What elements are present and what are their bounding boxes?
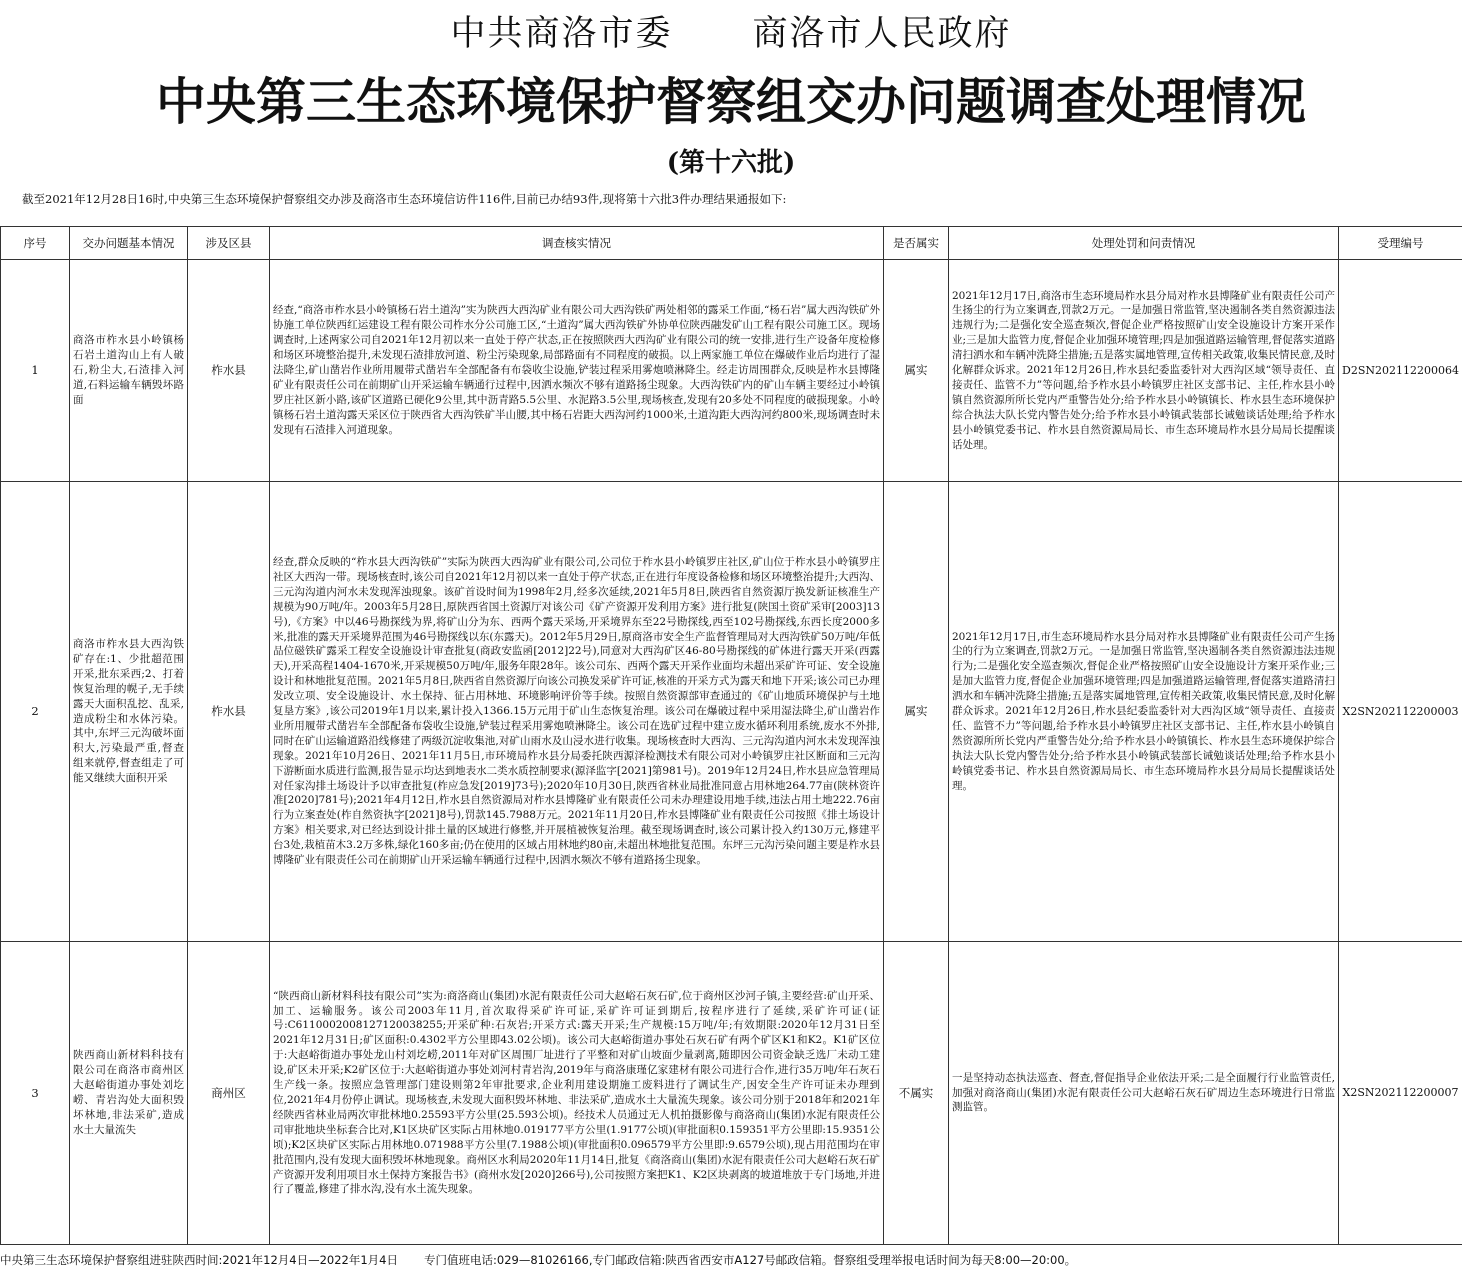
table-row [1, 942, 1462, 1245]
handling-cell: 2021年12月17日,商洛市生态环境局柞水县分局对柞水县博隆矿业有限责任公司产生扬尘的行为立案调查,罚款2万元。一是加强日常监管,坚决遏制各类自然资源违法违规行为;二是强化安全巡查频次,督促企业严格按照矿山安全设施设计方案开采作业;三是加大监管力度,督促企业加强环境管理;四是加强道路运输管理,督促落实道路清扫洒水和车辆冲洗降尘措施;五是落实属地管理,宣传相关政策,收集民情民意,及时化解群众诉求。2021年12月26日,柞水县纪委监委针对大西沟区域“领导责任、直接责任、监管不力”等问题,给予柞水县小岭镇罗庄社区支部书记、主任,柞水县小岭镇自然资源所所长党内严重警告处分;给予柞水县小岭镇镇长、柞水县生态环境保护综合执法大队长党内警告处分;给予柞水县小岭镇武装部长诫勉谈话处理;给予柞水县小岭镇党委书记、柞水县自然资源局局长、市生态环境局柞水县分局局长提醒谈话处理。 [949, 260, 1339, 482]
cases-table [0, 226, 1462, 1245]
handling-cell: 一是坚持动态执法巡查、督查,督促指导企业依法开采;二是全面履行行业监管责任,加强对商洛商山(集团)水泥有限责任公司大赵峪石灰石矿周边生态环境进行日常监测监管。 [949, 942, 1339, 1245]
code-cell: D2SN202112200064 [1339, 260, 1462, 482]
col-header-investigation: 调查核实情况 [270, 227, 884, 260]
row-no: 3 [1, 942, 70, 1245]
col-header-verified: 是否属实 [884, 227, 949, 260]
table-row [1, 482, 1462, 942]
intro-text: 截至2021年12月28日16时,中央第三生态环境保护督察组交办涉及商洛市生态环境信访件116件,目前已办结93件,现将第十六批3件办理结果通报如下: [22, 192, 787, 206]
code-cell: X2SN202112200003 [1339, 482, 1462, 942]
investigation-cell: 经查,群众反映的“柞水县大西沟铁矿”实际为陕西大西沟矿业有限公司,公司位于柞水县小岭镇罗庄社区,矿山位于柞水县小岭镇罗庄社区大西沟一带。现场核查时,该公司自2021年12月初以来一直处于停产状态,正在进行年度设备检修和场区环境整治提升;大西沟、三元沟沟道内河水未发现浑浊现象。该矿首设时间为1998年2月,经多次延续,2021年5月8日,陕西省自然资源厅换发新证核准生产规模为90万吨/年。2003年5月28日,原陕西省国土资源厅对该公司《矿产资源开发利用方案》进行批复(陕国土资矿采审[2003]13号),《方案》中以46号勘探线为界,将矿山分为东、西两个露天采场,开采境界东至22号勘探线,西至102号勘探线,东西长度2000多米,批准的露天开采境界范围为46号勘探线以东(东露天)。2012年5月29日,原商洛市安全生产监督管理局对大西沟铁矿50万吨/年低品位磁铁矿露采工程安全设施设计审查批复(商政安监函[2012]22号),同意对大西沟矿区46-80号勘探线的矿体进行露天开采(西露天),开采高程1404-1670米,开采规模50万吨/年,服务年限28年。该公司东、西两个露天开采作业面均未超出采矿许可证、安全设施设计和林地批复范围。2021年5月8日,陕西省自然资源厅向该公司换发采矿许可证,核准的开采方式为露天和地下开采;该公司已办理发改立项、安全设施设计、水土保持、征占用林地、环境影响评价等手续。按照自然资源部审查通过的《矿山地质环境保护与土地复垦方案》,该公司2019年1月以来,累计投入1366.15万元用于矿山生态恢复治理。该公司在爆破过程中采用湿法降尘,矿山凿岩作业所用履带式凿岩车全部配备布袋收尘设施,铲装过程采用雾炮喷淋降尘。该公司在选矿过程中建立废水循环利用系统,废水不外排,同时在矿山运输道路沿线修建了两级沉淀收集池,对矿山雨水及山浸水进行收集。现场核查时大西沟、三元沟沟道内河水未发现浑浊现象。2021年10月26日、2021年11月5日,市环境局柞水县分局委托陕西源泽检测技术有限公司对小岭镇罗庄社区断面和三元沟下游断面水质进行监测,报告显示均达到地表水二类水质控制要求(源泽监字[2021]第981号)。2019年12月24日,柞水县应急管理局对任家沟排土场设计予以审查批复(柞应急发[2019]73号);2020年10月30日,陕西省林业局批准同意占用林地264.77亩(陕林资许准[2020]781号);2021年4月12日,柞水县自然资源局对柞水县博隆矿业有限责任公司未办理建设用地手续,违法占用土地222.76亩行为立案查处(柞自然资执字[2021]8号),罚款145.7988万元。2021年11月20日,柞水县博隆矿业有限责任公司按照《排土场设计方案》相关要求,对已经达到设计排土量的区域进行修整,并开展植被恢复治理。截至现场调查时,该公司累计投入约130万元,修建平台3处,栽植苗木3.2万多株,绿化160多亩;仍在使用的区域占用林地约80亩,未超出林地批复范围。东坪三元沟污染问题主要是柞水县博隆矿业有限责任公司在前期矿山开采运输车辆通行过程中,因洒水频次不够有道路扬尘现象。 [270, 482, 884, 942]
issue-cell: 商洛市柞水县大西沟铁矿存在:1、少批超范围开采,批东采西;2、打着恢复治理的幌子,无手续露天大面积乱挖、乱采,造成粉尘和水体污染。其中,东坪三元沟破坏面积大,污染最严重,督查组来就停,督查组走了可能又继续大面积开采 [70, 482, 188, 942]
code-cell: X2SN202112200007 [1339, 942, 1462, 1245]
issuer-government: 商洛市人民政府 [752, 14, 1012, 54]
row-no: 2 [1, 482, 70, 942]
investigation-cell: “陕西商山新材料科技有限公司”实为:商洛商山(集团)水泥有限责任公司大赵峪石灰石矿,位于商州区沙河子镇,主要经营:矿山开采、加工、运输服务。该公司2003年11月,首次取得采矿许可证,采矿许可证到期后,按程序进行了延续,采矿许可证(证号:C6110002008127120038255;开采矿种:石灰岩;开采方式:露天开采;生产规模:15万吨/年;有效期限:2020年12月31日至2021年12月31日;矿区面积:0.4302平方公里即43.02公顷)。该公司大赵峪街道办事处石灰石矿有两个矿区K1和K2。K1矿区位于:大赵峪街道办事处龙山村刘圪崂,2011年对矿区周围厂址进行了平整和对矿山坡面少量剥离,随即因公司资金缺乏选厂未动工建设,矿区未开采;K2矿区位于:大赵峪街道办事处刘河村青岩沟,2019年与商洛康瑾亿家建材有限公司进行合作,进行35万吨/年石灰石生产线一条。按照应急管理部门建设则第2年审批要求,企业利用建设期施工废料进行了调试生产,因安全生产许可证未办理到位,2021年4月份停止调试。现场核查,未发现大面积毁坏林地、非法采矿,造成水土大量流失现象。该公司分别于2018年和2021年经陕西省林业局两次审批林地0.25593平方公里(25.593公顷)。经技术人员通过无人机拍摄影像与商洛商山(集团)水泥有限责任公司审批地块坐标套合比对,K1区块矿区实际占用林地0.019177平方公里(1.9177公顷)(审批面积0.159351平方公里即:15.9351公顷);K2区块矿区实际占用林地0.071988平方公里(7.1988公顷)(审批面积0.096579平方公里即:9.6579公顷),现占用范围均在审批范围内,没有发现大面积毁坏林地现象。商州区水利局2020年11月14日,批复《商洛商山(集团)水泥有限责任公司大赵峪石灰石矿产资源开发利用项目水土保持方案报告书》(商州水发[2020]266号),公司按照方案把K1、K2区块剥离的坡道堆放于专门场地,并进行了覆盖,修建了排水沟,没有水土流失现象。 [270, 942, 884, 1245]
issue-cell: 商洛市柞水县小岭镇杨石岩土道沟山上有人破石,粉尘大,石渣排入河道,石料运输车辆毁坏路面 [70, 260, 188, 482]
county-cell: 商州区 [188, 942, 270, 1245]
county-cell: 柞水县 [188, 260, 270, 482]
footer [0, 1252, 1462, 1268]
batch-subtitle: (第十六批) [666, 148, 796, 178]
page-title: 中央第三生态环境保护督察组交办问题调查处理情况 [156, 73, 1306, 131]
row-no: 1 [1, 260, 70, 482]
issuer-party-committee: 中共商洛市委 [450, 14, 673, 54]
issuer-line [0, 6, 1462, 56]
col-header-no: 序号 [1, 227, 70, 260]
verified-cell: 属实 [884, 482, 949, 942]
verified-cell: 属实 [884, 260, 949, 482]
footer-inspection-period: 中央第三生态环境保护督察组进驻陕西时间:2021年12月4日—2022年1月4日 [0, 1253, 398, 1267]
col-header-handling: 处理处罚和问责情况 [949, 227, 1339, 260]
verified-cell: 不属实 [884, 942, 949, 1245]
footer-contact: 专门值班电话:029—81026166,专门邮政信箱:陕西省西安市A127号邮政信箱。督察组受理举报电话时间为每天8:00—20:00。 [424, 1253, 1077, 1267]
handling-cell: 2021年12月17日,市生态环境局柞水县分局对柞水县博隆矿业有限责任公司产生扬尘的行为立案调查,罚款2万元。一是加强日常监管,坚决遏制各类自然资源违法违规行为;二是强化安全巡查频次,督促企业严格按照矿山安全设施设计方案开采作业;三是加大监管力度,督促企业加强环境管理;四是加强道路运输管理,督促落实道路清扫洒水和车辆冲洗降尘措施;五是落实属地管理,宣传相关政策,收集民情民意,及时化解群众诉求。2021年12月26日,柞水县纪委监委针对大西沟区域“领导责任、直接责任、监管不力”等问题,给予柞水县小岭镇罗庄社区支部书记、主任,柞水县小岭镇自然资源所所长党内严重警告处分;给予柞水县小岭镇镇长、柞水县生态环境保护综合执法大队长党内警告处分;给予柞水县小岭镇武装部长诫勉谈话处理;给予柞水县小岭镇党委书记、柞水县自然资源局局长、市生态环境局柞水县分局局长提醒谈话处理。 [949, 482, 1339, 942]
table-header-row [1, 227, 1462, 260]
col-header-code: 受理编号 [1339, 227, 1462, 260]
county-cell: 柞水县 [188, 482, 270, 942]
investigation-cell: 经查,“商洛市柞水县小岭镇杨石岩土道沟”实为陕西大西沟矿业有限公司大西沟铁矿两处相邻的露采工作面,“杨石岩”属大西沟铁矿外协施工单位陕西红运建设工程有限公司柞水分公司施工区,“土道沟”属大西沟铁矿外协单位陕西融发矿山工程有限公司施工区。现场调查时,上述两家公司自2021年12月初以来一直处于停产状态,正在按照陕西大西沟矿业有限公司的统一安排,进行生产设备年度检修和场区环境整治提升,未发现石渣排放河道、粉尘污染现象,局部路面有不同程度的破损。以上两家施工单位在爆破作业后均进行了湿法降尘,矿山凿岩作业所用履带式凿岩车全部配备有布袋收尘设施,铲装过程采用雾炮喷淋降尘。经走访周围群众,反映是柞水县博隆矿业有限责任公司在前期矿山开采运输车辆通行过程中,因洒水频次不够有道路扬尘现象。大西沟铁矿内的矿山车辆主要经过小岭镇罗庄社区新小路,该矿区道路已硬化9公里,其中沥青路5.5公里、水泥路3.5公里,现场核查,发现有20多处不同程度的破损现象。小岭镇杨石岩土道沟露天采区位于陕西省大西沟铁矿半山腰,其中杨石岩距大西沟河约1000米,土道沟距大西沟河约800米,现场调查时未发现有石渣排入河道现象。 [270, 260, 884, 482]
col-header-county: 涉及区县 [188, 227, 270, 260]
issue-cell: 陕西商山新材料科技有限公司在商洛市商州区大赵峪街道办事处刘圪崂、青岩沟处大面积毁坏林地,非法采矿,造成水土大量流失 [70, 942, 188, 1245]
table-row [1, 260, 1462, 482]
col-header-issue: 交办问题基本情况 [70, 227, 188, 260]
